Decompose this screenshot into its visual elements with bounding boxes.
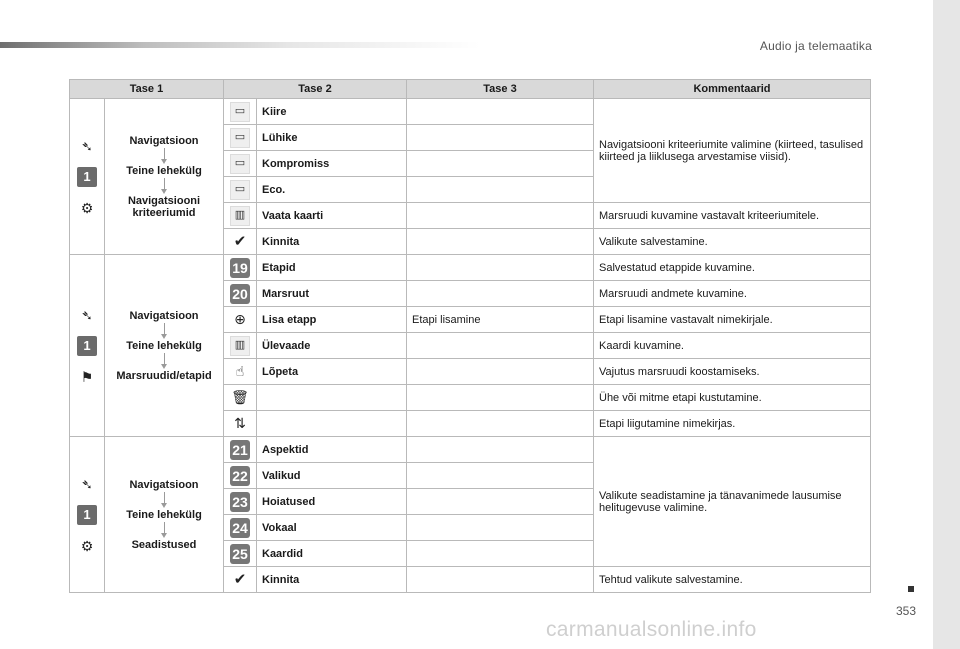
number-badge: 25	[230, 544, 250, 564]
option-name	[257, 385, 407, 411]
option-name: Eco.	[257, 177, 407, 203]
option-name	[257, 411, 407, 437]
icon-cell	[224, 489, 257, 515]
level3-cell	[407, 541, 594, 567]
check-icon: ✔	[233, 233, 247, 250]
navigation-arrow-icon: ➴	[81, 137, 93, 154]
level3-cell	[407, 125, 594, 151]
option-name: Ülevaade	[257, 333, 407, 359]
level1-badge: 1	[77, 336, 97, 356]
down-arrow-icon	[164, 178, 165, 189]
page-header-title: Audio ja telemaatika	[759, 39, 872, 53]
icon-cell	[224, 359, 257, 385]
map-icon: ▥	[230, 336, 250, 356]
page-marker	[908, 586, 914, 592]
option-name: Lisa etapp	[257, 307, 407, 333]
level2-menu-label: Teine lehekülg	[126, 164, 202, 177]
table-row	[70, 255, 871, 281]
option-name: Etapid	[257, 255, 407, 281]
level2-menu-label: Marsruudid/etapid	[116, 369, 212, 382]
level3-cell	[407, 281, 594, 307]
level2-menu-label: Navigatsioon	[129, 134, 199, 147]
comment-cell: Etapi lisamine vastavalt nimekirjale.	[594, 307, 871, 333]
down-arrow-icon	[164, 353, 165, 364]
comment-cell: Marsruudi andmete kuvamine.	[594, 281, 871, 307]
level2-menu-label: Teine lehekülg	[126, 508, 202, 521]
level3-cell	[407, 437, 594, 463]
table-row	[70, 437, 871, 463]
icon-cell	[224, 281, 257, 307]
number-badge: 20	[230, 284, 250, 304]
comment-cell: Valikute seadistamine ja tänavanimede lausumise helitugevuse valimine.	[594, 437, 871, 567]
level3-cell	[407, 359, 594, 385]
option-name: Vokaal	[257, 515, 407, 541]
map-icon: ▥	[230, 206, 250, 226]
check-icon: ✔	[233, 571, 247, 588]
number-badge: 24	[230, 518, 250, 538]
icon-cell	[224, 385, 257, 411]
level3-cell	[407, 385, 594, 411]
level2-cell	[105, 99, 224, 255]
trash-icon: 🗑	[231, 389, 249, 405]
road-icon: ▭	[230, 128, 250, 148]
col-header-tase1: Tase 1	[70, 80, 224, 99]
icon-cell	[224, 229, 257, 255]
comment-cell: Ühe või mitme etapi kustutamine.	[594, 385, 871, 411]
menu-table	[69, 79, 871, 593]
number-badge: 21	[230, 440, 250, 460]
level3-cell	[407, 333, 594, 359]
icon-cell	[224, 411, 257, 437]
icon-cell	[224, 567, 257, 593]
page-number: 353	[896, 604, 917, 618]
level2-menu-label: Teine lehekülg	[126, 339, 202, 352]
level3-cell	[407, 515, 594, 541]
option-name: Hoiatused	[257, 489, 407, 515]
icon-cell	[224, 99, 257, 125]
level3-cell	[407, 463, 594, 489]
level1-cell	[70, 437, 105, 593]
side-strip	[933, 0, 960, 649]
level1-badge: 1	[77, 505, 97, 525]
option-name: Marsruut	[257, 281, 407, 307]
col-header-kommentaarid: Kommentaarid	[594, 80, 871, 99]
level2-menu-label: Navigatsioon	[129, 309, 199, 322]
col-header-tase3: Tase 3	[407, 80, 594, 99]
comment-cell: Navigatsiooni kriteeriumite valimine (kiirteed, tasulised kiirteed ja liiklusega arvestamise viisid).	[594, 99, 871, 203]
col-header-tase2: Tase 2	[224, 80, 407, 99]
level3-cell	[407, 229, 594, 255]
comment-cell: Tehtud valikute salvestamine.	[594, 567, 871, 593]
level2-cell	[105, 437, 224, 593]
down-arrow-icon	[164, 492, 165, 503]
option-name: Kaardid	[257, 541, 407, 567]
table-header-row	[70, 80, 871, 99]
level2-menu-label: Seadistused	[131, 538, 197, 551]
icon-cell	[224, 203, 257, 229]
number-badge: 22	[230, 466, 250, 486]
icon-cell	[224, 333, 257, 359]
icon-cell	[224, 307, 257, 333]
navigation-arrow-icon: ➴	[81, 475, 93, 492]
hand-icon: ☝	[235, 363, 245, 379]
level3-cell	[407, 99, 594, 125]
comment-cell: Valikute salvestamine.	[594, 229, 871, 255]
level3-cell	[407, 255, 594, 281]
comment-cell: Kaardi kuvamine.	[594, 333, 871, 359]
comment-cell: Etapi liigutamine nimekirjas.	[594, 411, 871, 437]
icon-cell	[224, 515, 257, 541]
level3-cell	[407, 177, 594, 203]
icon-cell	[224, 463, 257, 489]
option-name: Kinnita	[257, 567, 407, 593]
option-name: Kiire	[257, 99, 407, 125]
icon-cell	[224, 541, 257, 567]
icon-cell	[224, 151, 257, 177]
level1-cell	[70, 99, 105, 255]
option-name: Aspektid	[257, 437, 407, 463]
option-name: Vaata kaarti	[257, 203, 407, 229]
option-name: Kinnita	[257, 229, 407, 255]
icon-cell	[224, 125, 257, 151]
route-flag-icon: ⚑	[80, 368, 94, 385]
header-gradient-bar	[0, 42, 480, 48]
down-arrow-icon	[164, 148, 165, 159]
option-name: Kompromiss	[257, 151, 407, 177]
table-row	[70, 99, 871, 125]
icon-cell	[224, 255, 257, 281]
level1-cell	[70, 255, 105, 437]
navigation-arrow-icon: ➴	[81, 306, 93, 323]
plus-circle-icon: ⊕	[234, 311, 246, 327]
level3-cell	[407, 567, 594, 593]
icon-cell	[224, 437, 257, 463]
level3-cell: Etapi lisamine	[407, 307, 594, 333]
number-badge: 19	[230, 258, 250, 278]
number-badge: 23	[230, 492, 250, 512]
icon-cell	[224, 177, 257, 203]
down-arrow-icon	[164, 323, 165, 334]
road-icon: ▭	[230, 180, 250, 200]
comment-cell: Marsruudi kuvamine vastavalt kriteeriumitele.	[594, 203, 871, 229]
level3-cell	[407, 203, 594, 229]
level3-cell	[407, 411, 594, 437]
level2-menu-label: Navigatsioon	[129, 478, 199, 491]
comment-cell: Salvestatud etappide kuvamine.	[594, 255, 871, 281]
option-name: Lühike	[257, 125, 407, 151]
option-name: Lõpeta	[257, 359, 407, 385]
option-name: Valikud	[257, 463, 407, 489]
road-icon: ▭	[230, 154, 250, 174]
reorder-icon: ⇅	[234, 415, 246, 431]
watermark: carmanualsonline.info	[546, 618, 757, 641]
level3-cell	[407, 151, 594, 177]
level1-badge: 1	[77, 167, 97, 187]
settings-gear-icon: ⚙	[80, 537, 94, 554]
road-icon: ▭	[230, 102, 250, 122]
down-arrow-icon	[164, 522, 165, 533]
comment-cell: Vajutus marsruudi koostamiseks.	[594, 359, 871, 385]
settings-gear-icon: ⚙	[80, 199, 94, 216]
level3-cell	[407, 489, 594, 515]
level2-cell	[105, 255, 224, 437]
level2-menu-label: Navigatsiooni kriteeriumid	[127, 194, 201, 219]
